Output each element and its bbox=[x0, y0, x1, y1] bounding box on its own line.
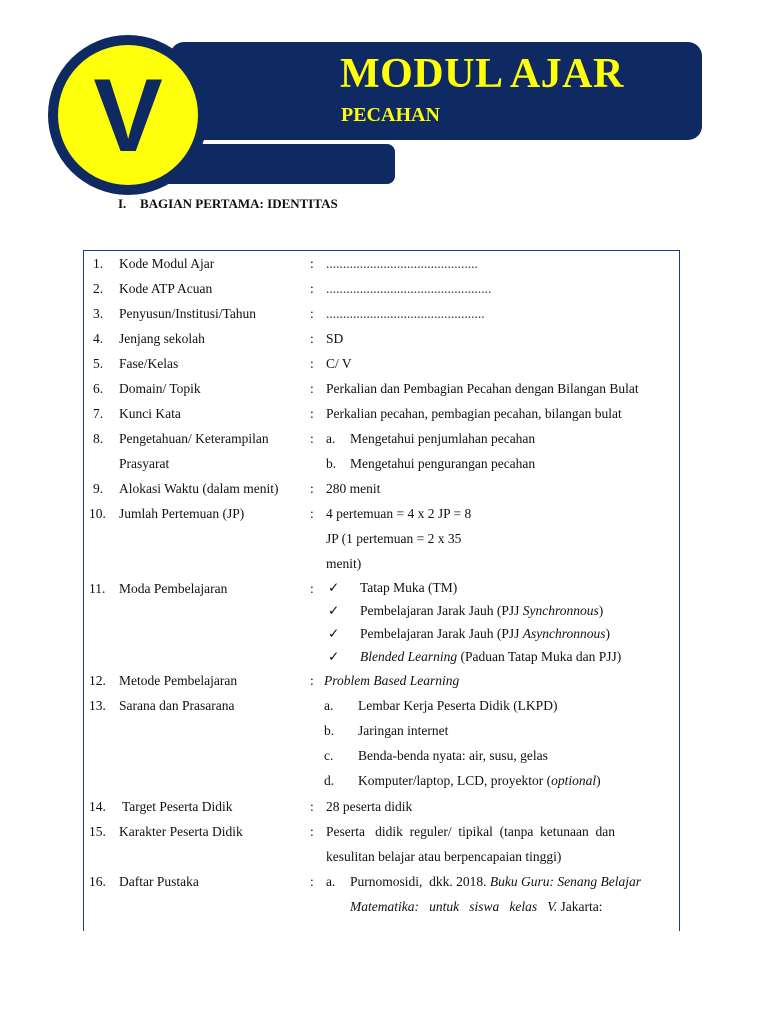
list-text bbox=[358, 768, 601, 793]
row-label: Domain/ Topik bbox=[119, 381, 201, 396]
list-item bbox=[326, 451, 666, 476]
row-value: Perkalian dan Pembagian Pecahan dengan Bilangan Bulat bbox=[326, 381, 639, 396]
row-label: Moda Pembelajaran bbox=[119, 581, 228, 596]
row-number: 3. bbox=[93, 306, 104, 321]
list-item bbox=[324, 718, 674, 743]
checklist-text-pre: Pembelajaran Jarak Jauh (PJJ bbox=[360, 626, 523, 641]
row-label bbox=[119, 426, 269, 476]
row-value: ............................................. bbox=[326, 256, 478, 271]
check-icon: ✓ bbox=[328, 603, 340, 618]
row-number: 9. bbox=[93, 481, 104, 496]
checklist-text-post: ) bbox=[598, 603, 604, 618]
checklist-text-post: ) bbox=[605, 626, 610, 641]
mode-checklist bbox=[326, 576, 671, 668]
reference-text: Purnomosidi, dkk. 2018. bbox=[350, 874, 490, 889]
checklist-item bbox=[326, 576, 671, 599]
row-colon: : bbox=[310, 506, 314, 521]
check-icon: ✓ bbox=[328, 626, 340, 641]
checklist-text bbox=[360, 622, 610, 645]
list-marker: b. bbox=[326, 456, 337, 471]
list-item bbox=[326, 426, 666, 451]
list-text-pre: Komputer/laptop, LCD, proyektor ( bbox=[358, 773, 552, 788]
badge-letter: V bbox=[93, 58, 163, 174]
row-number: 8. bbox=[93, 431, 104, 446]
row-number: 6. bbox=[93, 381, 104, 396]
list-text: Lembar Kerja Peserta Didik (LKPD) bbox=[358, 698, 558, 713]
reference-line bbox=[350, 869, 641, 894]
check-icon: ✓ bbox=[328, 580, 340, 595]
row-label-line: Prasyarat bbox=[119, 456, 170, 471]
row-label: Jenjang sekolah bbox=[119, 331, 205, 346]
row-label: Alokasi Waktu (dalam menit) bbox=[119, 481, 279, 496]
checklist-item bbox=[326, 599, 671, 622]
facilities-list bbox=[324, 693, 674, 793]
row-value-line: Peserta didik reguler/ tipikal (tanpa ketunaan dan bbox=[326, 824, 616, 839]
reference-list bbox=[326, 869, 671, 919]
checklist-text-italic: Synchronnous bbox=[522, 603, 599, 618]
checklist-text-pre: Pembelajaran Jarak Jauh (PJJ bbox=[360, 603, 523, 618]
row-colon: : bbox=[310, 281, 314, 296]
row-value-line: JP (1 pertemuan = 2 x 35 bbox=[326, 531, 462, 546]
list-marker: d. bbox=[324, 773, 335, 788]
row-colon: : bbox=[310, 673, 314, 688]
list-marker: a. bbox=[326, 431, 336, 446]
reference-line bbox=[350, 894, 602, 919]
row-number: 2. bbox=[93, 281, 104, 296]
row-value bbox=[326, 819, 615, 869]
row-value: C/ V bbox=[326, 356, 352, 371]
row-label: Fase/Kelas bbox=[119, 356, 179, 371]
checklist-text: Tatap Muka (TM) bbox=[360, 580, 458, 595]
row-colon: : bbox=[310, 306, 314, 321]
reference-book-title: Matematika: untuk siswa kelas V. bbox=[350, 899, 558, 914]
row-value: 28 peserta didik bbox=[326, 799, 413, 814]
row-value: Problem Based Learning bbox=[324, 673, 460, 688]
row-number: 12. bbox=[89, 673, 106, 688]
row-number: 1. bbox=[93, 256, 104, 271]
row-colon: : bbox=[310, 824, 314, 839]
row-value: Perkalian pecahan, pembagian pecahan, bilangan bulat bbox=[326, 406, 622, 421]
row-colon: : bbox=[310, 256, 314, 271]
row-colon: : bbox=[310, 799, 314, 814]
checklist-text bbox=[360, 645, 621, 668]
grade-badge bbox=[58, 45, 198, 185]
row-label: Daftar Pustaka bbox=[119, 874, 199, 889]
row-colon: : bbox=[310, 431, 314, 446]
row-label: Kunci Kata bbox=[119, 406, 181, 421]
list-item bbox=[324, 743, 674, 768]
identity-table bbox=[83, 250, 680, 931]
row-label: Penyusun/Institusi/Tahun bbox=[119, 306, 257, 321]
row-value-list bbox=[326, 426, 666, 476]
reference-item-continuation bbox=[326, 894, 671, 919]
row-value-line: menit) bbox=[326, 556, 362, 571]
checklist-text-post: (Paduan Tatap Muka dan PJJ) bbox=[457, 649, 622, 664]
row-number: 14. bbox=[89, 799, 106, 814]
reference-text: Jakarta: bbox=[557, 899, 603, 914]
row-colon: : bbox=[310, 381, 314, 396]
row-number: 13. bbox=[89, 698, 106, 713]
reference-item bbox=[326, 869, 671, 894]
reference-book-title: Buku Guru: Senang Belajar bbox=[489, 874, 641, 889]
row-number: 11. bbox=[89, 581, 106, 596]
section-number: I. bbox=[118, 196, 127, 211]
row-label-line: Pengetahuan/ Keterampilan bbox=[119, 431, 269, 446]
row-value: ............................................... bbox=[326, 306, 485, 321]
list-text: Mengetahui penjumlahan pecahan bbox=[350, 431, 536, 446]
row-value: ................................................. bbox=[326, 281, 492, 296]
check-icon: ✓ bbox=[328, 649, 340, 664]
document-subtitle: PECAHAN bbox=[341, 104, 440, 126]
row-number: 5. bbox=[93, 356, 104, 371]
row-value-line: kesulitan belajar atau berpencapaian tinggi) bbox=[326, 849, 562, 864]
row-value: SD bbox=[326, 331, 344, 346]
reference-marker: a. bbox=[326, 874, 336, 889]
row-value-line: 4 pertemuan = 4 x 2 JP = 8 bbox=[326, 506, 472, 521]
checklist-text bbox=[360, 599, 603, 622]
list-text-post: ) bbox=[596, 773, 601, 788]
row-label: Kode Modul Ajar bbox=[119, 256, 215, 271]
list-marker: c. bbox=[324, 748, 334, 763]
row-label: Jumlah Pertemuan (JP) bbox=[119, 506, 245, 521]
list-marker: a. bbox=[324, 698, 334, 713]
row-number: 4. bbox=[93, 331, 104, 346]
row-colon: : bbox=[310, 331, 314, 346]
row-colon: : bbox=[310, 481, 314, 496]
list-text-italic: optional bbox=[551, 773, 597, 788]
list-item bbox=[324, 768, 674, 793]
list-item bbox=[324, 693, 674, 718]
list-text: Jaringan internet bbox=[358, 723, 449, 738]
checklist-item bbox=[326, 645, 671, 668]
section-heading bbox=[118, 196, 338, 212]
row-colon: : bbox=[310, 874, 314, 889]
row-number: 7. bbox=[93, 406, 104, 421]
section-title: BAGIAN PERTAMA: IDENTITAS bbox=[140, 196, 338, 211]
row-colon: : bbox=[310, 356, 314, 371]
checklist-text-italic: Blended Learning bbox=[360, 649, 458, 664]
row-number: 10. bbox=[89, 506, 106, 521]
document-title: MODUL AJAR bbox=[340, 51, 624, 97]
list-marker: b. bbox=[324, 723, 335, 738]
checklist-item bbox=[326, 622, 671, 645]
row-label: Karakter Peserta Didik bbox=[119, 824, 243, 839]
row-value bbox=[326, 501, 471, 576]
checklist-text-italic: Asynchronnous bbox=[522, 626, 606, 641]
row-label: Target Peserta Didik bbox=[122, 799, 233, 814]
row-label: Metode Pembelajaran bbox=[119, 673, 238, 688]
row-label: Sarana dan Prasarana bbox=[119, 698, 235, 713]
row-value: 280 menit bbox=[326, 481, 381, 496]
row-label: Kode ATP Acuan bbox=[119, 281, 213, 296]
row-number: 16. bbox=[89, 874, 106, 889]
row-colon: : bbox=[310, 406, 314, 421]
list-text: Benda-benda nyata: air, susu, gelas bbox=[358, 748, 548, 763]
list-text: Mengetahui pengurangan pecahan bbox=[350, 456, 536, 471]
row-number: 15. bbox=[89, 824, 106, 839]
row-colon: : bbox=[310, 581, 314, 596]
